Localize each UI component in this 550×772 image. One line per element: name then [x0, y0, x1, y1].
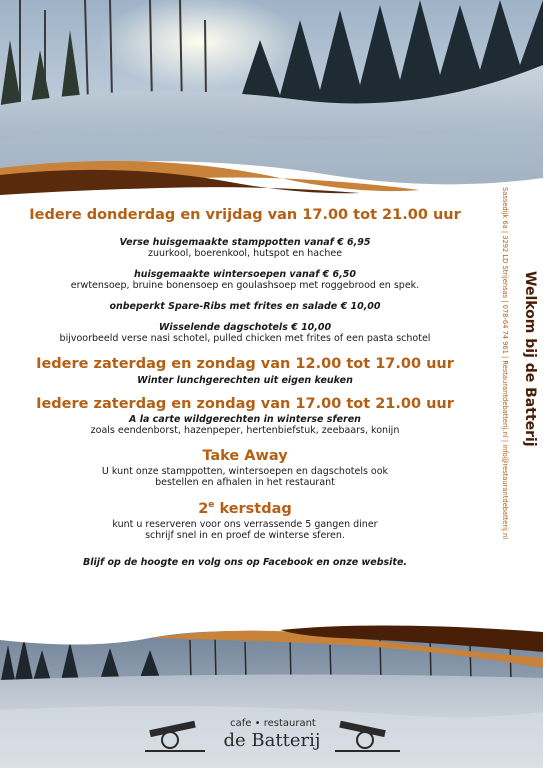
kerstdag-line-1: kunt u reserveren voor ons verrassende 5 gangen diner: [112, 518, 378, 530]
side-panel: [501, 185, 544, 645]
soepen-title: huisgemaakte wintersoepen vanaf € 6,50: [134, 269, 356, 280]
logo-name-text: de Batterij: [223, 730, 321, 751]
facebook-line: Blijf op de hoogte en volg ons op Facebook en onze website.: [83, 556, 407, 568]
side-welcome-text: Welkom bij de Batterij: [522, 271, 538, 447]
wild-desc: zoals eendenborst, hazenpeper, hertenbiefstuk, zeebaars, konijn: [90, 425, 400, 436]
menu-content: [0, 200, 490, 568]
kerstdag-superscript: e: [208, 500, 215, 510]
dagschotels-title: Wisselende dagschotels € 10,00: [158, 322, 332, 333]
logo-top-text: cafe • restaurant: [230, 718, 316, 729]
takeaway-line-1: U kunt onze stamppotten, wintersoepen en dagschotels ook: [101, 466, 389, 477]
takeaway-title: Take Away: [202, 448, 288, 464]
kerstdag-line-2: schrijf snel in en proef de winterse sferen.: [145, 529, 345, 541]
dagschotels-desc: bijvoorbeeld verse nasi schotel, pulled chicken met frites of een pasta schotel: [59, 333, 431, 344]
kerstdag-title-text: kerstdag: [214, 500, 292, 517]
kerstdag-title: [0, 500, 490, 517]
lunch-line: Winter lunchgerechten uit eigen keuken: [137, 375, 353, 386]
restaurant-logo: [145, 716, 400, 764]
headline-weekend-dinner: Iedere zaterdag en zondag van 17.00 tot 21.00 uur: [36, 396, 454, 412]
headline-weekend-lunch: Iedere zaterdag en zondag van 12.00 tot 17.00 uur: [36, 356, 454, 372]
bottom-winter-photo: [0, 620, 543, 768]
takeaway-line-2: bestellen en afhalen in het restaurant: [155, 477, 335, 488]
kerstdag-number: 2: [198, 500, 209, 517]
headline-thursday-friday: Iedere donderdag en vrijdag van 17.00 tot 21.00 uur: [29, 207, 461, 223]
soepen-desc: erwtensoep, bruine bonensoep en goulashsoep met roggebrood en spek.: [70, 280, 420, 291]
spareribs-line: onbeperkt Spare-Ribs met frites en salade € 10,00: [109, 301, 381, 312]
wild-title: A la carte wildgerechten in winterse sferen: [129, 414, 361, 425]
stamppotten-desc: zuurkool, boerenkool, hutspot en hachee: [147, 248, 343, 259]
side-address-text: Sassedijk 6a | 3292 LD Strijensas | 078-64 74 961 | Restaurantdebatterij.nl | info@restaurantdebatterij.nl: [501, 187, 509, 540]
top-winter-photo: [0, 0, 543, 200]
stamppotten-title: Verse huisgemaakte stamppotten vanaf € 6,95: [119, 237, 371, 248]
